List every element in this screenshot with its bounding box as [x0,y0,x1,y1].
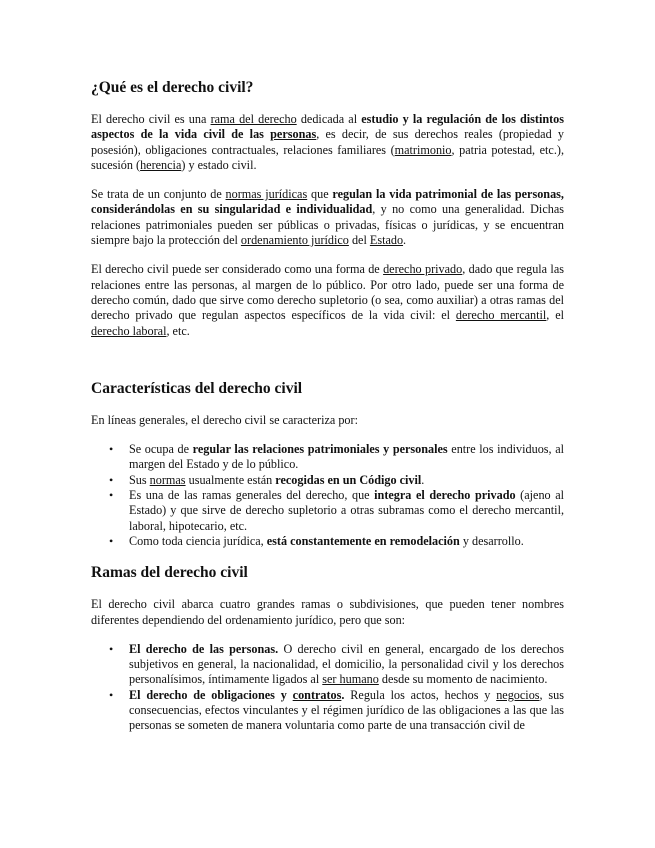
link-estado[interactable]: Estado [369,233,404,248]
list-item: • Como toda ciencia jurídica, está constantemente en remodelación y desarrollo. [109,533,524,548]
document-content [91,78,564,734]
link-derecho-mercantil[interactable]: derecho mercantil [455,308,547,323]
paragraph-caracteristicas-intro: En líneas generales, el derecho civil se caracteriza por: [91,412,358,427]
link-normas[interactable]: normas [149,472,186,487]
section-title-que-es: ¿Qué es el derecho civil? [91,79,254,96]
link-negocios[interactable]: negocios [496,687,540,702]
link-matrimonio[interactable]: matrimonio [394,142,452,157]
bullet-icon: • [109,472,114,487]
bullet-icon: • [109,641,114,656]
section-title-ramas: Ramas del derecho civil [91,564,248,582]
list-caracteristicas [91,442,564,549]
section-title-caracteristicas: Características del derecho civil [91,379,303,397]
link-derecho-laboral[interactable]: derecho laboral [91,323,167,338]
link-herencia[interactable]: herencia [140,157,182,172]
link-normas-juridicas[interactable]: normas jurídicas [225,187,308,202]
link-derecho-privado[interactable]: derecho privado [383,262,463,277]
bullet-icon: • [109,442,114,457]
link-contratos[interactable]: contratos [292,687,342,702]
bullet-icon: • [109,488,114,503]
bullet-icon: • [109,687,114,702]
bullet-icon: • [109,533,114,548]
list-item: • Es una de las ramas generales del derecho, que integra el derecho privado (ajeno al Estado) y que sirve de derecho supletorio a otras subramas como el derecho mercantil, laboral, hipotecario, etc. [109,488,564,533]
paragraph-derecho-privado: El derecho civil puede ser considerado como una forma de derecho privado, dado que regula las relaciones entre las personas, al margen de lo público. Por otro lado, puede ser una forma de derecho común, dado que sirve como derecho supletorio (o sea, como auxiliar) a otras ramas del derecho privado que regulan aspectos específicos de la vida civil: el derecho mercantil, el derecho laboral, etc. [91,262,564,338]
link-ser-humano[interactable]: ser humano [322,672,379,687]
list-item: • El derecho de las personas. O derecho civil en general, encargado de los derechos subjetivos en general, la nacionalidad, el domicilio, la personalidad civil y los derechos personalísimos, íntimamente ligados al ser humano desde su momento de nacimiento. [109,641,564,687]
list-item: • Sus normas usualmente están recogidas en un Código civil. [109,472,425,487]
paragraph-normas: Se trata de un conjunto de normas jurídicas que regulan la vida patrimonial de las personas, considerándolas en su singularidad e individualidad, y no como una generalidad. Dichas relaciones patrimoniales pueden ser públicas o privadas, físicas o jurídicas, y se encuentran siempre bajo la protección del ordenamiento jurídico del Estado. [91,187,564,248]
paragraph-definition: El derecho civil es una rama del derecho dedicada al estudio y la regulación de los distintos aspectos de la vida civil de las personas, es decir, de sus derechos reales (propiedad y posesión), obligaciones contractuales, relaciones familiares (matrimonio, patria potestad, etc.), sucesión (herencia) y estado civil. [91,112,565,172]
link-personas[interactable]: personas [270,127,317,142]
list-item: • El derecho de obligaciones y contratos. Regula los actos, hechos y negocios, sus consecuencias, efectos vinculantes y el régimen jurídico de las obligaciones a las que las personas se someten de manera voluntaria como parte de una transacción civil de [109,687,564,733]
list-item: • Se ocupa de regular las relaciones patrimoniales y personales entre los individuos, al margen del Estado y de lo público. [109,442,565,472]
paragraph-ramas-intro: El derecho civil abarca cuatro grandes ramas o subdivisiones, que pueden tener nombres diferentes dependiendo del ordenamiento jurídico, pero que son: [91,597,564,627]
list-ramas [91,642,564,734]
link-ordenamiento-juridico[interactable]: ordenamiento jurídico [240,233,349,248]
link-rama-del-derecho[interactable]: rama del derecho [210,112,297,126]
